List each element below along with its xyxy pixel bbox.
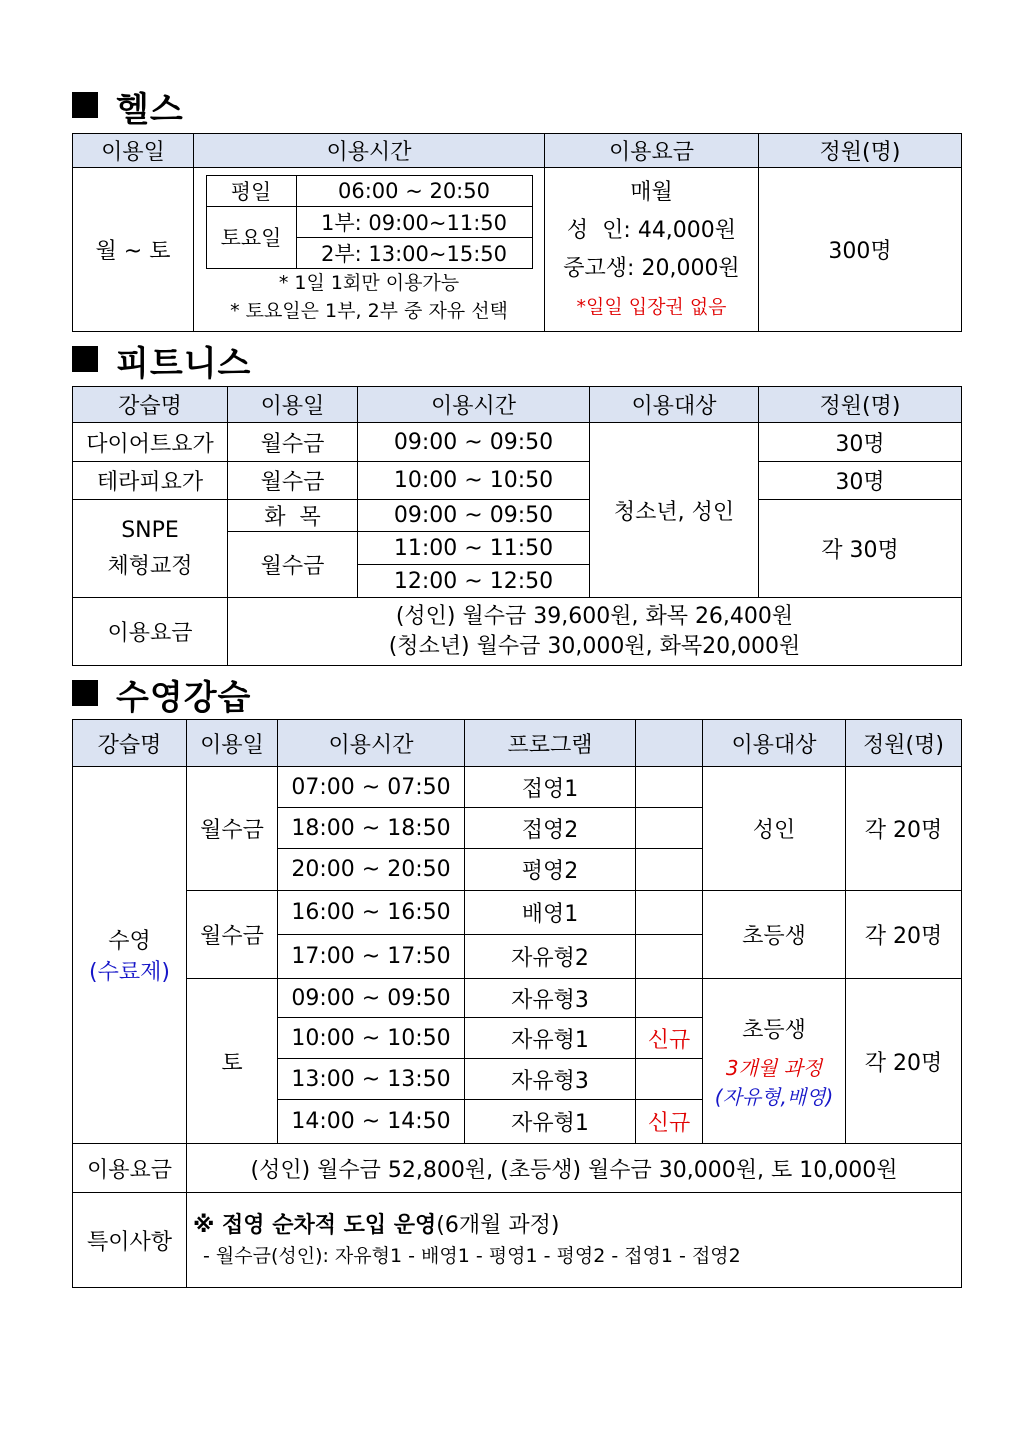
health-fee-note: *일일 입장권 없음 bbox=[576, 295, 727, 318]
swim-g1-capacity: 각 20명 bbox=[846, 767, 962, 891]
square-bullet-icon bbox=[72, 92, 98, 118]
swim-time: 13:00 ~ 13:50 bbox=[278, 1059, 465, 1100]
swim-special-line1-suffix: (6개월 과정) bbox=[436, 1213, 560, 1238]
swim-badge-new: 신규 bbox=[636, 1100, 703, 1144]
snpe-name-line2: 체형교정 bbox=[107, 553, 193, 579]
table-row bbox=[73, 462, 962, 500]
health-note-2: * 토요일은 1부, 2부 중 자유 선택 bbox=[230, 299, 508, 322]
swim-badge bbox=[636, 767, 703, 808]
table-row bbox=[73, 500, 962, 532]
fitness-row-time: 09:00 ~ 09:50 bbox=[358, 423, 590, 462]
fitness-header-time: 이용시간 bbox=[358, 387, 590, 423]
swim-special-line2: - 월수금(성인): 자유형1 - 배영1 - 평영1 - 평영2 - 접영1 - 접영2 bbox=[203, 1245, 741, 1267]
swim-program: 평영2 bbox=[465, 849, 636, 891]
fitness-row-capacity: 30명 bbox=[759, 462, 962, 500]
swim-program: 배영1 bbox=[465, 891, 636, 935]
health-title-text: 헬스 bbox=[116, 90, 184, 130]
swim-class-name bbox=[73, 767, 187, 1144]
swim-header-time: 이용시간 bbox=[278, 720, 465, 767]
swim-time: 17:00 ~ 17:50 bbox=[278, 935, 465, 979]
swim-g3-day: 토 bbox=[187, 979, 278, 1144]
health-note-1: * 1일 1회만 이용가능 bbox=[278, 271, 460, 294]
snpe-name-line1: SNPE bbox=[121, 517, 179, 543]
swim-table bbox=[72, 719, 962, 1288]
swim-program: 자유형3 bbox=[465, 1059, 636, 1100]
fitness-fee-label: 이용요금 bbox=[73, 598, 228, 666]
fitness-row-time: 10:00 ~ 10:50 bbox=[358, 462, 590, 500]
swim-program: 자유형1 bbox=[465, 1018, 636, 1059]
swim-fee-label: 이용요금 bbox=[73, 1144, 187, 1193]
fitness-row-capacity: 30명 bbox=[759, 423, 962, 462]
swim-g2-target: 초등생 bbox=[703, 891, 846, 979]
swim-time: 14:00 ~ 14:50 bbox=[278, 1100, 465, 1144]
table-row bbox=[73, 979, 962, 1018]
swim-g1-day: 월수금 bbox=[187, 767, 278, 891]
table-row bbox=[73, 423, 962, 462]
swim-g3-capacity: 각 20명 bbox=[846, 979, 962, 1144]
fitness-table bbox=[72, 386, 962, 666]
swim-badge bbox=[636, 849, 703, 891]
health-schedule-cell bbox=[194, 168, 545, 332]
snpe-time1: 09:00 ~ 09:50 bbox=[358, 500, 590, 532]
swim-class-sub: (수료제) bbox=[89, 960, 170, 985]
fitness-fee-line1: (성인) 월수금 39,600원, 화목 26,400원 bbox=[395, 603, 794, 629]
table-row bbox=[73, 891, 962, 935]
health-fee-student: 중고생: 20,000원 bbox=[563, 255, 740, 281]
health-table bbox=[72, 133, 962, 332]
swim-header-target: 이용대상 bbox=[703, 720, 846, 767]
table-row bbox=[73, 1144, 962, 1193]
swim-header-badge bbox=[636, 720, 703, 767]
saturday-label: 토요일 bbox=[206, 206, 296, 268]
snpe-time2: 11:00 ~ 11:50 bbox=[358, 532, 590, 565]
health-schedule-table bbox=[206, 175, 533, 269]
swim-badge bbox=[636, 891, 703, 935]
saturday-part1: 1부: 09:00~11:50 bbox=[296, 206, 532, 237]
fitness-header-target: 이용대상 bbox=[590, 387, 759, 423]
fitness-header-day: 이용일 bbox=[228, 387, 358, 423]
swim-program: 자유형3 bbox=[465, 979, 636, 1018]
fitness-row-name: 테라피요가 bbox=[73, 462, 228, 500]
swim-g1-target: 성인 bbox=[703, 767, 846, 891]
swim-time: 09:00 ~ 09:50 bbox=[278, 979, 465, 1018]
swim-time: 16:00 ~ 16:50 bbox=[278, 891, 465, 935]
swim-section-title bbox=[72, 670, 251, 719]
fitness-section-title bbox=[72, 336, 251, 385]
fitness-header-name: 강습명 bbox=[73, 387, 228, 423]
snpe-day2: 월수금 bbox=[228, 532, 358, 598]
swim-header-program: 프로그램 bbox=[465, 720, 636, 767]
health-fee-period: 매월 bbox=[630, 179, 673, 205]
swim-g3-note1: 3개월 과정 bbox=[725, 1055, 823, 1080]
fitness-row-day: 월수금 bbox=[228, 462, 358, 500]
weekday-label: 평일 bbox=[206, 175, 296, 206]
swim-time: 10:00 ~ 10:50 bbox=[278, 1018, 465, 1059]
snpe-day1: 화 목 bbox=[228, 500, 358, 532]
swim-special-label: 특이사항 bbox=[73, 1193, 187, 1288]
swim-program: 접영2 bbox=[465, 808, 636, 849]
swim-time: 20:00 ~ 20:50 bbox=[278, 849, 465, 891]
swim-header-capacity: 정원(명) bbox=[846, 720, 962, 767]
health-fee-cell bbox=[545, 168, 759, 332]
swim-header-day: 이용일 bbox=[187, 720, 278, 767]
swim-title-text: 수영강습 bbox=[116, 678, 252, 718]
saturday-part2: 2부: 13:00~15:50 bbox=[296, 237, 532, 268]
health-header-day: 이용일 bbox=[73, 134, 194, 168]
swim-g3-target-text: 초등생 bbox=[742, 1017, 806, 1043]
snpe-time3: 12:00 ~ 12:50 bbox=[358, 565, 590, 598]
health-header-capacity: 정원(명) bbox=[759, 134, 962, 168]
swim-badge bbox=[636, 979, 703, 1018]
fitness-row-day: 월수금 bbox=[228, 423, 358, 462]
swim-special-line1: ※ 접영 순차적 도입 운영 bbox=[193, 1213, 437, 1238]
fitness-fee-line2: (청소년) 월수금 30,000원, 화목20,000원 bbox=[388, 633, 801, 659]
swim-badge bbox=[636, 1059, 703, 1100]
health-capacity: 300명 bbox=[759, 168, 962, 332]
fitness-title-text: 피트니스 bbox=[116, 344, 252, 384]
swim-time: 18:00 ~ 18:50 bbox=[278, 808, 465, 849]
square-bullet-icon bbox=[72, 346, 98, 372]
swim-badge bbox=[636, 935, 703, 979]
swim-special-cell bbox=[187, 1193, 962, 1288]
swim-header-name: 강습명 bbox=[73, 720, 187, 767]
swim-badge bbox=[636, 808, 703, 849]
fitness-target: 청소년, 성인 bbox=[590, 423, 759, 598]
swim-g3-note2: (자유형,배영) bbox=[714, 1084, 834, 1109]
health-fee-adult: 성 인: 44,000원 bbox=[566, 217, 737, 243]
swim-g2-day: 월수금 bbox=[187, 891, 278, 979]
swim-g2-capacity: 각 20명 bbox=[846, 891, 962, 979]
health-section-title bbox=[72, 82, 184, 131]
swim-program: 자유형1 bbox=[465, 1100, 636, 1144]
table-row bbox=[73, 1193, 962, 1288]
swim-program: 접영1 bbox=[465, 767, 636, 808]
snpe-name bbox=[73, 500, 228, 598]
swim-time: 07:00 ~ 07:50 bbox=[278, 767, 465, 808]
snpe-capacity: 각 30명 bbox=[759, 500, 962, 598]
health-header-time: 이용시간 bbox=[194, 134, 545, 168]
swim-program: 자유형2 bbox=[465, 935, 636, 979]
weekday-time: 06:00 ~ 20:50 bbox=[296, 175, 532, 206]
swim-g3-target bbox=[703, 979, 846, 1144]
table-row bbox=[73, 598, 962, 666]
fitness-header-capacity: 정원(명) bbox=[759, 387, 962, 423]
square-bullet-icon bbox=[72, 680, 98, 706]
health-header-fee: 이용요금 bbox=[545, 134, 759, 168]
swim-fee: (성인) 월수금 52,800원, (초등생) 월수금 30,000원, 토 10,000원 bbox=[187, 1144, 962, 1193]
table-row bbox=[73, 767, 962, 808]
swim-class-title: 수영 bbox=[108, 929, 151, 954]
fitness-row-name: 다이어트요가 bbox=[73, 423, 228, 462]
fitness-fee-cell bbox=[228, 598, 962, 666]
health-day: 월 ~ 토 bbox=[73, 168, 194, 332]
swim-badge-new: 신규 bbox=[636, 1018, 703, 1059]
